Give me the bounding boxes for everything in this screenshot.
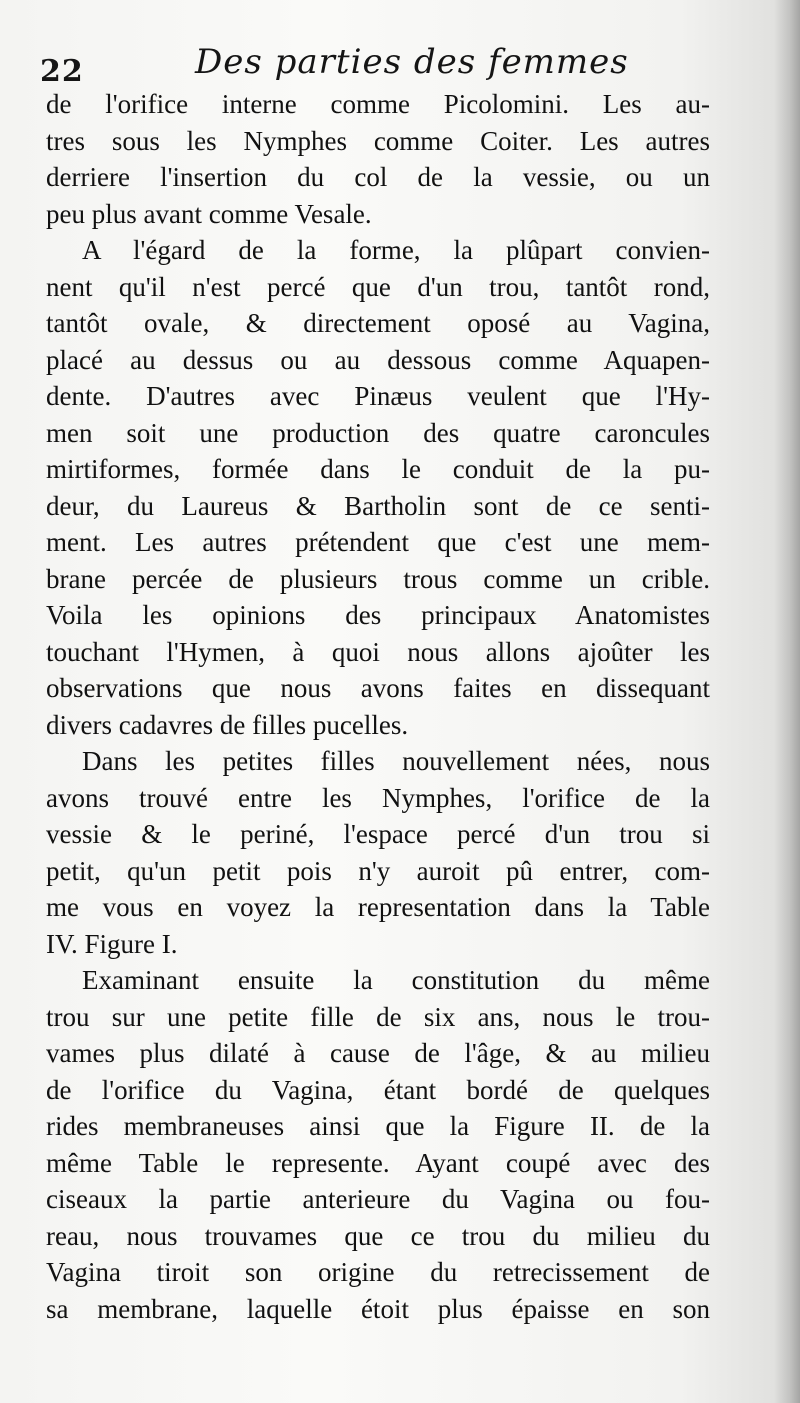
text-line: placé au dessus ou au dessous comme Aquapen- — [46, 344, 710, 375]
text-line: ciseaux la partie anterieure du Vagina ou fou- — [46, 1184, 710, 1214]
text-line: A l'égard de la forme, la plûpart convien- — [82, 235, 710, 265]
text-line: vessie & le periné, l'espace percé d'un trou si — [46, 819, 710, 849]
text-line: Examinant ensuite la constitution du même — [82, 965, 710, 995]
text-line: deur, du Laureus & Bartholin sont de ce senti- — [46, 490, 710, 521]
text-line: men soit une production des quatre caroncules — [46, 417, 710, 448]
text-line: Dans les petites filles nouvellement nées, nous — [82, 746, 710, 776]
text-line: ment. Les autres prétendent que c'est une mem- — [46, 527, 710, 557]
page-header — [40, 42, 740, 92]
text-line: touchant l'Hymen, à quoi nous allons ajoûter les — [46, 636, 710, 667]
text-line: mirtiformes, formée dans le conduit de la pu- — [46, 454, 710, 484]
text-line: me vous en voyez la representation dans la Table — [46, 892, 710, 922]
text-line: petit, qu'un petit pois n'y auroit pû entrer, com- — [46, 855, 710, 886]
running-title: Des parties des femmes — [195, 42, 629, 82]
text-line: trou sur une petite fille de six ans, nous le trou- — [46, 1001, 710, 1032]
text-line: derriere l'insertion du col de la vessie, ou un — [46, 162, 710, 192]
text-line: IV. Figure I. — [46, 928, 178, 959]
text-line: reau, nous trouvames que ce trou du milieu du — [46, 1220, 710, 1251]
text-line: rides membraneuses ainsi que la Figure II. de la — [46, 1111, 710, 1141]
text-line: divers cadavres de filles pucelles. — [46, 709, 409, 740]
text-line: brane percée de plusieurs trous comme un crible. — [46, 563, 710, 594]
body-text — [46, 86, 710, 1327]
text-line: même Table le represente. Ayant coupé avec des — [46, 1147, 710, 1178]
page-edge-shadow — [774, 0, 800, 1403]
text-line: tantôt ovale, & directement oposé au Vagina, — [46, 308, 710, 338]
text-line: vames plus dilaté à cause de l'âge, & au milieu — [46, 1038, 710, 1068]
text-line: sa membrane, laquelle étoit plus épaisse en son — [46, 1293, 710, 1324]
text-line: tres sous les Nymphes comme Coiter. Les autres — [46, 125, 710, 156]
text-line: observations que nous avons faites en dissequant — [46, 673, 710, 703]
text-line: de l'orifice interne comme Picolomini. Les au- — [46, 89, 710, 119]
text-line: de l'orifice du Vagina, étant bordé de quelques — [46, 1074, 710, 1105]
text-line: peu plus avant comme Vesale. — [46, 198, 372, 229]
page-number: 22 — [40, 54, 84, 89]
text-line: avons trouvé entre les Nymphes, l'orifice de la — [46, 782, 710, 813]
text-line: Voila les opinions des principaux Anatomistes — [46, 600, 710, 630]
text-line: dente. D'autres avec Pinæus veulent que l'Hy- — [46, 381, 710, 411]
text-line: nent qu'il n'est percé que d'un trou, tantôt rond, — [46, 271, 710, 302]
text-line: Vagina tiroit son origine du retrecissement de — [46, 1257, 710, 1287]
